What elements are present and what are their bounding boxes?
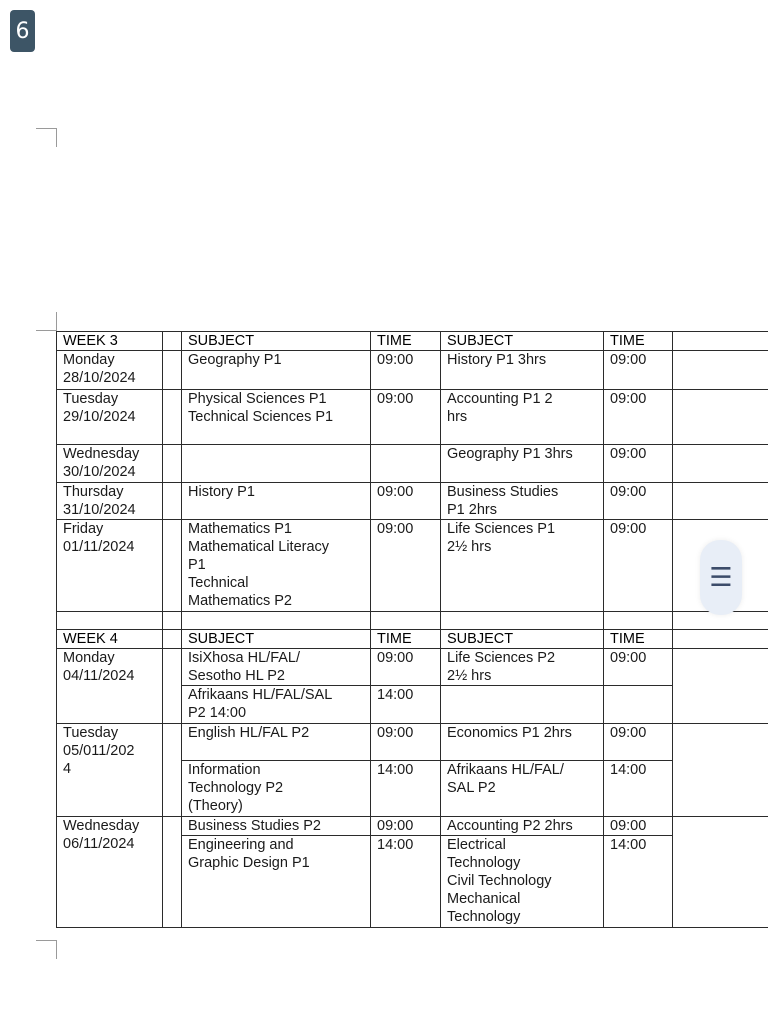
exam-timetable bbox=[56, 331, 768, 928]
empty-cell bbox=[673, 445, 768, 483]
subject-cell: Geography P1 bbox=[182, 351, 371, 390]
empty-cell bbox=[673, 390, 768, 445]
subject-cell: Life Sciences P2 2½ hrs bbox=[441, 649, 604, 686]
subject-cell bbox=[182, 445, 371, 483]
subject-cell: Business Studies P1 2hrs bbox=[441, 483, 604, 520]
subject-cell: IsiXhosa HL/FAL/ Sesotho HL P2 bbox=[182, 649, 371, 686]
empty-cell bbox=[673, 630, 768, 649]
gap-cell bbox=[163, 724, 182, 817]
week-heading: WEEK 4 bbox=[57, 630, 163, 649]
crop-mark bbox=[36, 312, 57, 331]
time-cell: 09:00 bbox=[604, 483, 673, 520]
empty-cell bbox=[673, 483, 768, 520]
time-cell: 09:00 bbox=[371, 483, 441, 520]
day-cell: Monday 04/11/2024 bbox=[57, 649, 163, 724]
time-cell bbox=[371, 445, 441, 483]
time-cell: 09:00 bbox=[604, 520, 673, 612]
subject-heading: SUBJECT bbox=[441, 630, 604, 649]
table-row bbox=[57, 817, 768, 836]
subject-cell: Afrikaans HL/FAL/SAL P2 14:00 bbox=[182, 686, 371, 724]
subject-heading: SUBJECT bbox=[441, 332, 604, 351]
empty-cell bbox=[673, 817, 768, 928]
time-cell: 09:00 bbox=[371, 351, 441, 390]
time-cell: 14:00 bbox=[604, 836, 673, 928]
time-heading: TIME bbox=[371, 332, 441, 351]
subject-cell: Engineering and Graphic Design P1 bbox=[182, 836, 371, 928]
crop-mark bbox=[36, 940, 57, 959]
table-row bbox=[57, 483, 768, 520]
gap-cell bbox=[163, 445, 182, 483]
time-cell: 14:00 bbox=[371, 761, 441, 817]
subject-cell: Business Studies P2 bbox=[182, 817, 371, 836]
subject-cell: Physical Sciences P1 Technical Sciences P1 bbox=[182, 390, 371, 445]
time-cell: 09:00 bbox=[604, 351, 673, 390]
day-cell: Wednesday 30/10/2024 bbox=[57, 445, 163, 483]
time-heading: TIME bbox=[604, 630, 673, 649]
subject-cell: History P1 3hrs bbox=[441, 351, 604, 390]
subject-heading: SUBJECT bbox=[182, 332, 371, 351]
page-number-badge: 6 bbox=[10, 10, 35, 52]
empty-cell bbox=[673, 724, 768, 817]
day-cell: Friday 01/11/2024 bbox=[57, 520, 163, 612]
gap-cell bbox=[163, 332, 182, 351]
gap-cell bbox=[163, 390, 182, 445]
table-row bbox=[57, 520, 768, 612]
gap-cell bbox=[163, 483, 182, 520]
time-cell: 09:00 bbox=[371, 520, 441, 612]
spacer-row bbox=[57, 612, 768, 630]
time-cell: 09:00 bbox=[604, 649, 673, 686]
empty-cell bbox=[673, 351, 768, 390]
time-cell: 14:00 bbox=[371, 836, 441, 928]
time-cell: 09:00 bbox=[604, 817, 673, 836]
table-row bbox=[57, 445, 768, 483]
hamburger-menu-icon: ☰ bbox=[709, 562, 733, 593]
table-row bbox=[57, 390, 768, 445]
time-cell: 09:00 bbox=[371, 817, 441, 836]
gap-cell bbox=[163, 520, 182, 612]
time-cell: 14:00 bbox=[604, 761, 673, 817]
day-cell: Monday 28/10/2024 bbox=[57, 351, 163, 390]
subject-cell: Life Sciences P1 2½ hrs bbox=[441, 520, 604, 612]
subject-cell: Afrikaans HL/FAL/ SAL P2 bbox=[441, 761, 604, 817]
subject-cell: Accounting P1 2 hrs bbox=[441, 390, 604, 445]
subject-cell: Accounting P2 2hrs bbox=[441, 817, 604, 836]
subject-cell bbox=[441, 686, 604, 724]
week-heading: WEEK 3 bbox=[57, 332, 163, 351]
time-heading: TIME bbox=[604, 332, 673, 351]
empty-cell bbox=[673, 649, 768, 724]
time-cell: 09:00 bbox=[604, 445, 673, 483]
time-cell: 09:00 bbox=[371, 390, 441, 445]
subject-heading: SUBJECT bbox=[182, 630, 371, 649]
day-cell: Thursday 31/10/2024 bbox=[57, 483, 163, 520]
week3-header-row bbox=[57, 332, 768, 351]
subject-cell: History P1 bbox=[182, 483, 371, 520]
crop-mark bbox=[36, 128, 57, 147]
subject-cell: Geography P1 3hrs bbox=[441, 445, 604, 483]
floating-menu-button[interactable] bbox=[700, 540, 742, 615]
subject-cell: Electrical Technology Civil Technology Mechanical Technology bbox=[441, 836, 604, 928]
subject-cell: English HL/FAL P2 bbox=[182, 724, 371, 761]
time-cell: 09:00 bbox=[604, 390, 673, 445]
gap-cell bbox=[163, 630, 182, 649]
time-cell: 14:00 bbox=[371, 686, 441, 724]
table-row bbox=[57, 351, 768, 390]
time-heading: TIME bbox=[371, 630, 441, 649]
table-row bbox=[57, 724, 768, 761]
empty-cell bbox=[673, 332, 768, 351]
gap-cell bbox=[163, 351, 182, 390]
gap-cell bbox=[163, 649, 182, 724]
week4-header-row bbox=[57, 630, 768, 649]
time-cell: 09:00 bbox=[371, 724, 441, 761]
table-row bbox=[57, 649, 768, 686]
gap-cell bbox=[163, 817, 182, 928]
day-cell: Tuesday 05/011/202 4 bbox=[57, 724, 163, 817]
subject-cell: Economics P1 2hrs bbox=[441, 724, 604, 761]
subject-cell: Information Technology P2 (Theory) bbox=[182, 761, 371, 817]
day-cell: Wednesday 06/11/2024 bbox=[57, 817, 163, 928]
subject-cell: Mathematics P1 Mathematical Literacy P1 Technical Mathematics P2 bbox=[182, 520, 371, 612]
time-cell: 09:00 bbox=[604, 724, 673, 761]
time-cell: 09:00 bbox=[371, 649, 441, 686]
day-cell: Tuesday 29/10/2024 bbox=[57, 390, 163, 445]
time-cell bbox=[604, 686, 673, 724]
